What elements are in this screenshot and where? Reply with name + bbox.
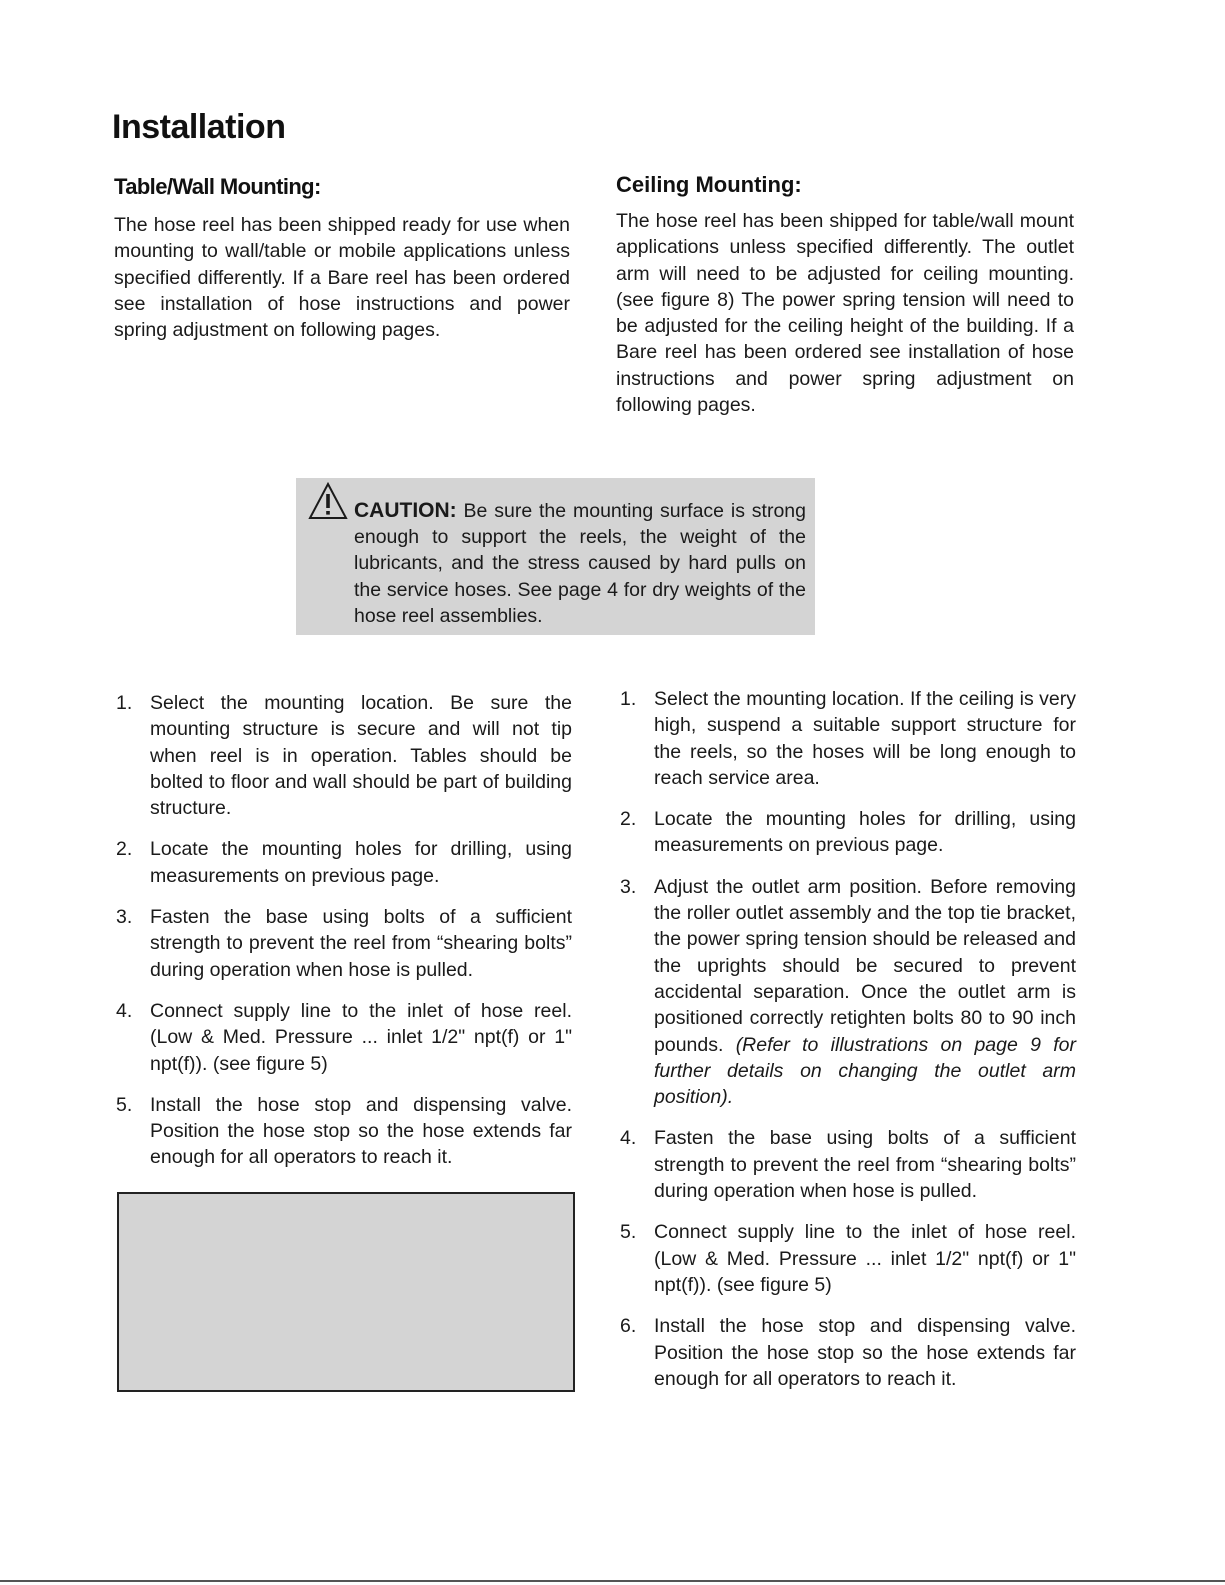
list-item	[114, 998, 572, 1077]
ceiling-intro: The hose reel has been shipped for table/wall mount applications unless specified differently. The outlet arm will need to be adjusted for ceiling mounting. (see figure 8) The power spring tension will need to be adjusted for the ceiling height of the building. If a Bare reel has been ordered see installation of hose instructions and power spring adjustment on following pages.	[616, 210, 1074, 417]
step-number: 3.	[620, 875, 637, 898]
step-number: 2.	[116, 838, 133, 861]
page-title: Installation	[112, 108, 286, 146]
list-item	[114, 690, 572, 821]
list-item	[618, 686, 1076, 791]
list-item	[114, 836, 572, 889]
list-item	[618, 1219, 1076, 1298]
warning-triangle-icon	[308, 482, 348, 520]
step-number: 1.	[116, 692, 133, 714]
caution-label: CAUTION:	[354, 499, 457, 522]
step-text: Install the hose stop and dispensing valve. Position the hose stop so the hose extends far enough for all operators to reach it.	[150, 1093, 572, 1169]
list-item	[618, 1313, 1076, 1392]
step-text: Locate the mounting holes for drilling, using measurements on previous page.	[654, 808, 1076, 857]
step-text: Fasten the base using bolts of a sufficient strength to prevent the reel from “shearing bolts” during operation when hose is pulled.	[654, 1127, 1076, 1203]
step-number: 5.	[116, 1093, 133, 1116]
table-wall-intro: The hose reel has been shipped ready for use when mounting to wall/table or mobile applications unless specified differently. If a Bare reel has been ordered see installation of hose instructions and power spring adjustment on following pages.	[114, 214, 570, 342]
step-text: Connect supply line to the inlet of hose reel. (Low & Med. Pressure ... inlet 1/2" npt(f) or 1" npt(f)). (see figure 5)	[150, 999, 572, 1075]
list-item	[114, 904, 572, 983]
ceiling-heading: Ceiling Mounting:	[616, 172, 802, 197]
step-number: 4.	[116, 999, 133, 1022]
caution-text	[354, 498, 806, 629]
step-number: 6.	[620, 1315, 637, 1338]
step-number: 4.	[620, 1127, 637, 1150]
list-item	[618, 806, 1076, 859]
step-number: 3.	[116, 906, 133, 929]
step-text: Locate the mounting holes for drilling, using measurements on previous page.	[150, 838, 572, 887]
step-text: Select the mounting location. Be sure the mounting structure is secure and will not tip when reel is in operation. Tables should be bolted to floor and wall should be part of building structure.	[150, 692, 572, 820]
step-text: Select the mounting location. If the ceiling is very high, suspend a suitable support structure for the reels, so the hoses will be long enough to reach service area.	[654, 688, 1076, 789]
list-item	[114, 1092, 572, 1171]
step-number: 5.	[620, 1221, 637, 1244]
step-number: 2.	[620, 808, 637, 831]
table-wall-steps	[114, 690, 572, 1186]
caution-box	[296, 478, 815, 635]
step-text: Adjust the outlet arm position. Before removing the roller outlet assembly and the top tie bracket, the power spring tension should be released and the uprights should be secured to prevent accidental separation. Once the outlet arm is positioned correctly retighten bolts 80 to 90 inch pounds.	[654, 875, 1076, 1056]
caution-body: Be sure the mounting surface is strong enough to support the reels, the weight of the lubricants, and the stress caused by hard pulls on the service hoses. See page 4 for dry weights of the hose reel assemblies.	[354, 500, 806, 627]
list-item	[618, 874, 1076, 1111]
table-wall-heading: Table/Wall Mounting:	[114, 174, 321, 199]
step-text: Fasten the base using bolts of a sufficient strength to prevent the reel from “shearing bolts” during operation when hose is pulled.	[150, 906, 572, 981]
bottom-rule	[0, 1580, 1225, 1582]
figure-placeholder-box	[117, 1192, 575, 1392]
ceiling-steps	[618, 686, 1076, 1407]
step-text: Install the hose stop and dispensing valve. Position the hose stop so the hose extends far enough for all operators to reach it.	[654, 1315, 1076, 1390]
step-text: Connect supply line to the inlet of hose reel. (Low & Med. Pressure ... inlet 1/2" npt(f) or 1" npt(f)). (see figure 5)	[654, 1221, 1076, 1296]
step-number: 1.	[620, 688, 637, 710]
step-note: (Refer to illustrations on page 9 for further details on changing the outlet arm position).	[654, 1033, 1076, 1109]
list-item	[618, 1125, 1076, 1204]
